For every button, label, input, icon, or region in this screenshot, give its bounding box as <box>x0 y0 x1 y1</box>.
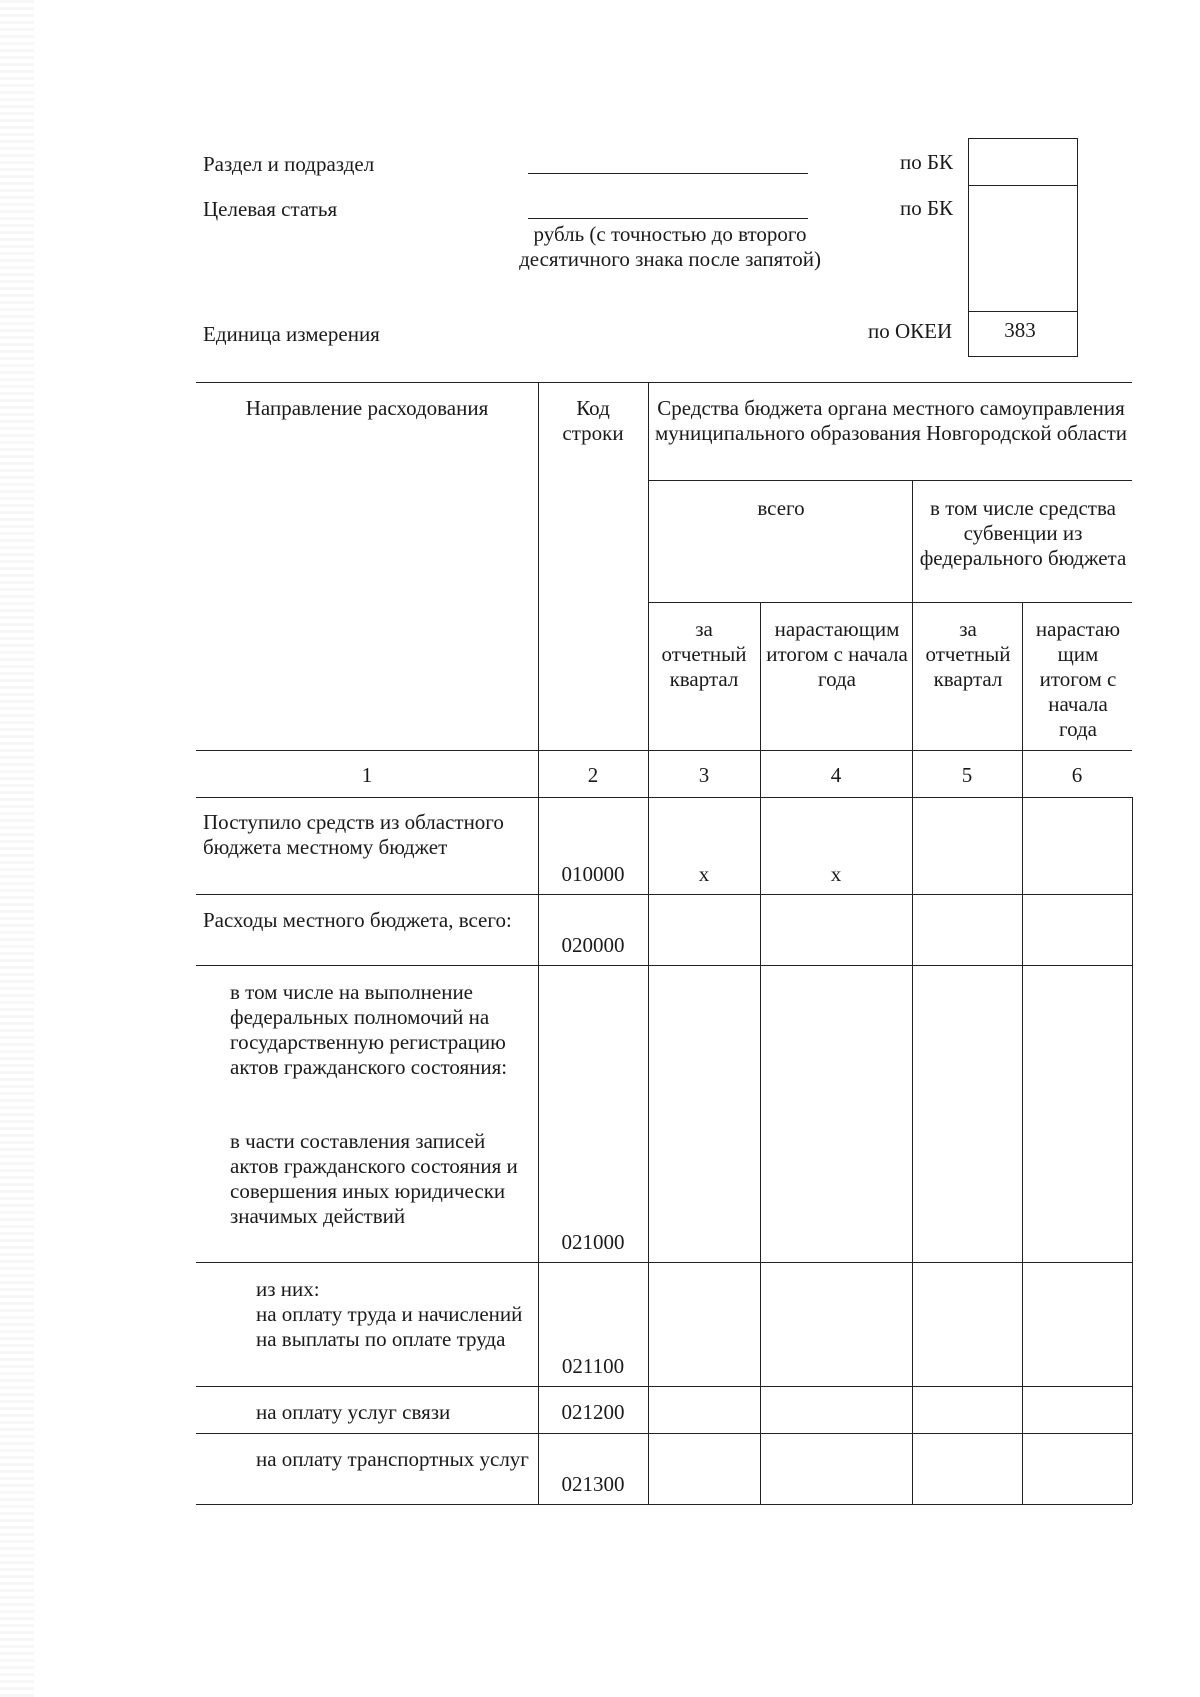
okei-code: 383 <box>1004 318 1036 342</box>
row-010000-c4: х <box>830 862 842 886</box>
col5-right-line <box>1022 602 1023 1504</box>
row-021100-code: 021100 <box>561 1354 625 1378</box>
unit-label: Единица измерения <box>203 322 380 346</box>
col-number-5: 5 <box>961 763 973 787</box>
col4-header: нарастающим итогом с начала года <box>766 617 908 691</box>
row-010000-code: 010000 <box>561 862 625 886</box>
row-010000-label: Поступило средств из областного бюджета местному бюджет <box>203 810 504 859</box>
row3-bottom-line <box>196 1262 1132 1263</box>
table-top-line <box>196 382 1132 383</box>
col1-header: Направление расходования <box>245 396 489 420</box>
row1-bottom-line <box>196 894 1132 895</box>
row4-bottom-line <box>196 1386 1132 1387</box>
group-sub-line <box>648 480 1132 481</box>
col2-header: Код строки <box>562 396 624 445</box>
row-021100-label: из них: <box>256 1277 320 1301</box>
col5-header: за отчетный квартал <box>925 617 1011 691</box>
row-021300-label: на оплату транспортных услуг <box>256 1447 529 1471</box>
row-010000-c3: х <box>698 862 710 886</box>
row-020000-code: 020000 <box>561 933 625 957</box>
target-label: Целевая статья <box>203 197 338 221</box>
row-021200-label: на оплату услуг связи <box>256 1400 451 1424</box>
sub-federal-header: в том числе средства субвенции из федерального бюджета <box>919 496 1127 570</box>
col-number-6: 6 <box>1071 763 1083 787</box>
row-021000-label2: в части составления записей актов гражданского состояния и совершения иных юридически значимых действий <box>230 1129 518 1228</box>
col4-right-line <box>912 480 913 1504</box>
group-header: Средства бюджета органа местного самоуправления муниципального образования Новгородской области <box>654 396 1128 445</box>
numbers-bottom-line <box>196 797 1132 798</box>
row-021100-label2: на оплату труда и начислений на выплаты по оплате труда <box>256 1302 523 1351</box>
code-box-divider-1 <box>969 185 1077 186</box>
scan-edge-noise <box>0 0 34 1697</box>
section-underline <box>528 173 808 174</box>
row5-bottom-line <box>196 1433 1132 1434</box>
col6-header: нарастаю щим итогом с начала года <box>1035 617 1121 741</box>
row-020000-label: Расходы местного бюджета, всего: <box>203 908 512 932</box>
row2-bottom-line <box>196 965 1132 966</box>
po-bk-label-2: по БК <box>900 196 954 220</box>
header-bottom-line <box>196 750 1132 751</box>
col2-right-line <box>648 382 649 1504</box>
sub-total-header: всего <box>757 496 805 520</box>
row-021000-label: в том числе на выполнение федеральных полномочий на государственную регистрацию актов гражданского состояния: <box>230 980 508 1079</box>
col-number-3: 3 <box>698 763 710 787</box>
col3-right-line <box>760 602 761 1504</box>
po-okei-label: по ОКЕИ <box>868 319 953 343</box>
code-box-divider-2 <box>969 311 1077 312</box>
unit-note: рубль (с точностью до второго десятичного знака после запятой) <box>519 222 821 271</box>
col-number-1: 1 <box>361 763 373 787</box>
target-underline <box>528 218 808 219</box>
col-number-2: 2 <box>587 763 599 787</box>
col-number-4: 4 <box>830 763 842 787</box>
row6-bottom-line <box>196 1504 1132 1505</box>
section-label: Раздел и подраздел <box>203 152 375 176</box>
row-021000-code: 021000 <box>561 1230 625 1254</box>
po-bk-label-1: по БК <box>900 150 954 174</box>
row-021300-code: 021300 <box>561 1472 625 1496</box>
table-right-line <box>1132 797 1133 1504</box>
col3-header: за отчетный квартал <box>661 617 747 691</box>
row-021200-code: 021200 <box>561 1400 625 1424</box>
sub-col-line <box>648 602 1132 603</box>
